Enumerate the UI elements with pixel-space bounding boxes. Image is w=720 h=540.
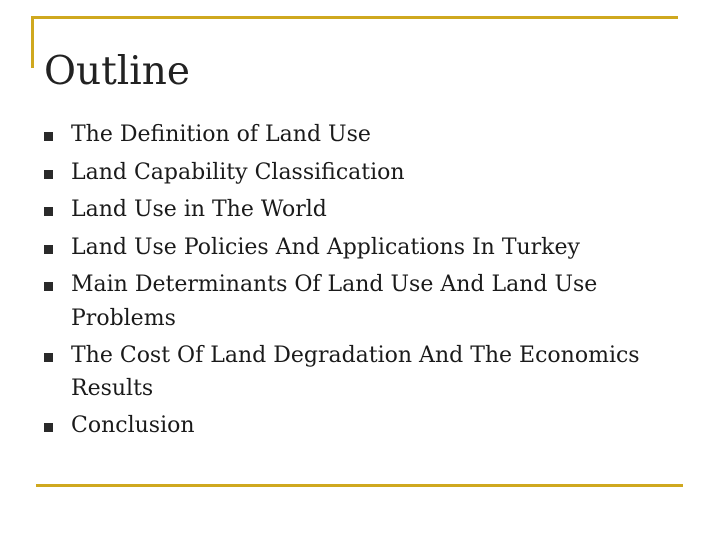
list-item-text: Main Determinants Of Land Use And Land Use Problems	[71, 272, 598, 331]
bottom-accent-line	[36, 484, 683, 487]
top-accent-line	[31, 16, 678, 19]
list-item	[44, 118, 684, 152]
square-bullet-icon	[44, 245, 53, 254]
list-item-text: The Definition of Land Use	[71, 122, 371, 147]
list-item-text: The Cost Of Land Degradation And The Economics Results	[71, 342, 640, 401]
outline-list	[44, 118, 684, 447]
square-bullet-icon	[44, 282, 53, 291]
list-item	[44, 231, 684, 265]
list-item	[44, 339, 684, 406]
square-bullet-icon	[44, 353, 53, 362]
list-item-text: Land Capability Classification	[71, 159, 405, 185]
list-item	[44, 156, 684, 190]
list-item-text: Conclusion	[71, 413, 195, 438]
square-bullet-icon	[44, 132, 53, 141]
list-item-text: Land Use Policies And Applications In Turkey	[71, 234, 580, 260]
square-bullet-icon	[44, 170, 53, 179]
list-item	[44, 409, 684, 443]
list-item	[44, 193, 684, 227]
list-item	[44, 268, 684, 335]
slide-title: Outline	[44, 49, 190, 94]
list-item-text: Land Use in The World	[71, 197, 327, 222]
square-bullet-icon	[44, 423, 53, 432]
square-bullet-icon	[44, 207, 53, 216]
left-accent-line	[31, 16, 34, 68]
